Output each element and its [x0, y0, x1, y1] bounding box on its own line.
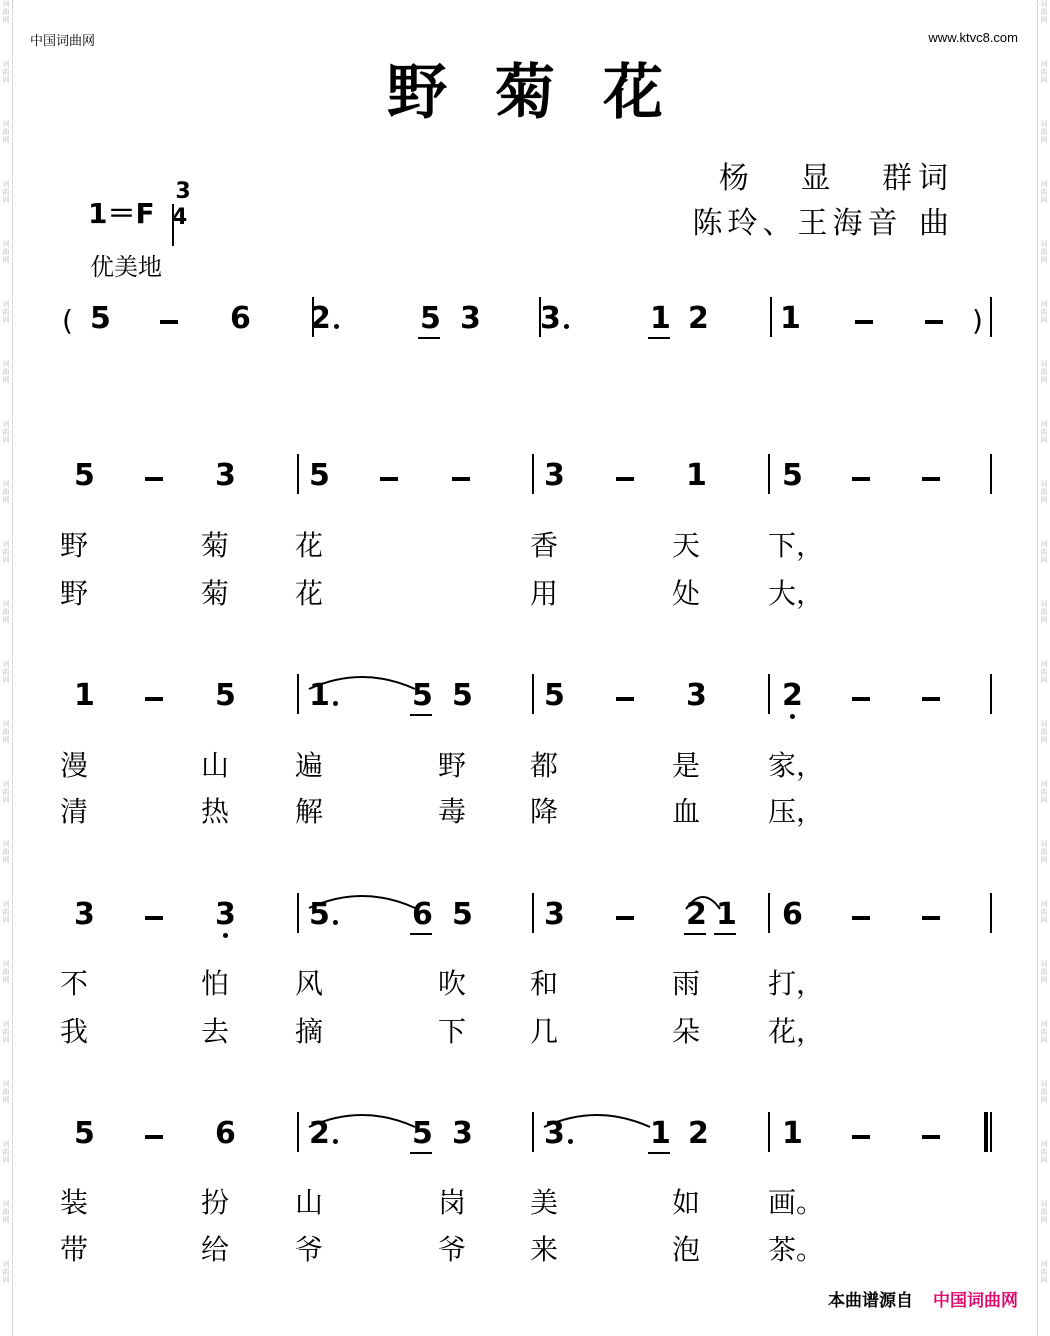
note: 6	[215, 1116, 236, 1151]
bar-line-end	[990, 297, 992, 337]
note: 5	[215, 678, 236, 713]
lyric-syllable: 雨	[672, 967, 701, 1000]
sustain-dash	[852, 477, 870, 481]
bar-line	[297, 1112, 299, 1152]
note: 5	[420, 301, 441, 336]
augmentation-dot	[334, 324, 339, 329]
lyric-syllable: 菊	[201, 577, 230, 610]
sustain-dash	[852, 1135, 870, 1139]
lyric-syllable: 山	[295, 1186, 324, 1219]
lyric-syllable: 花，	[768, 1015, 825, 1048]
eighth-underline	[648, 1152, 670, 1154]
note: 1	[650, 301, 671, 336]
augmentation-dot	[564, 324, 569, 329]
lyric-syllable: 装	[60, 1186, 89, 1219]
sustain-dash	[922, 477, 940, 481]
augmentation-dot	[568, 1139, 573, 1144]
note: 1	[782, 1116, 803, 1151]
side-watermark-text: 词 曲 网	[2, 420, 10, 444]
lyric-syllable: 毒	[438, 795, 467, 828]
side-watermark-text: 词 曲 网	[1040, 420, 1048, 444]
note: 5	[782, 458, 803, 493]
note: 1	[780, 301, 801, 336]
augmentation-dot	[333, 701, 338, 706]
side-watermark-text: 词 曲 网	[1040, 60, 1048, 84]
side-watermark-text: 词 曲 网	[2, 300, 10, 324]
lyric-syllable: 爷	[438, 1233, 467, 1266]
sustain-dash	[145, 1135, 163, 1139]
side-watermark-text: 词 曲 网	[2, 840, 10, 864]
side-watermark-text: 词 曲 网	[1040, 480, 1048, 504]
lyric-syllable: 菊	[201, 529, 230, 562]
sustain-dash	[922, 1135, 940, 1139]
bar-line	[532, 893, 534, 933]
note: 5	[452, 678, 473, 713]
parenthesis: (	[62, 304, 73, 337]
side-watermark-text: 词 曲 网	[1040, 1020, 1048, 1044]
side-watermark-text: 词 曲 网	[2, 360, 10, 384]
side-watermark-text: 词 曲 网	[2, 780, 10, 804]
note: 3	[74, 897, 95, 932]
note: 5	[544, 678, 565, 713]
note: 2	[688, 1116, 709, 1151]
side-watermark-text: 词 曲 网	[1040, 720, 1048, 744]
side-watermark-text: 词 曲 网	[2, 960, 10, 984]
note: 5	[90, 301, 111, 336]
note: 6	[412, 897, 433, 932]
side-watermark-text: 词 曲 网	[2, 900, 10, 924]
note: 5	[412, 1116, 433, 1151]
side-watermark-text: 词 曲 网	[1040, 0, 1048, 24]
lyric-syllable: 茶。	[768, 1233, 825, 1266]
lyric-syllable: 香	[530, 529, 559, 562]
bar-line	[770, 297, 772, 337]
lyric-syllable: 野	[60, 529, 89, 562]
final-double-bar	[984, 1112, 988, 1152]
time-signature-top: 3	[175, 179, 191, 204]
lyric-syllable: 下	[438, 1015, 467, 1048]
side-watermark-text: 词 曲 网	[2, 1260, 10, 1284]
side-watermark-text: 词 曲 网	[2, 600, 10, 624]
lyric-syllable: 都	[530, 749, 559, 782]
note: 3	[540, 301, 561, 336]
side-watermark-text: 词 曲 网	[2, 180, 10, 204]
note: 2	[686, 897, 707, 932]
eighth-underline	[410, 714, 432, 716]
lyric-syllable: 用	[530, 577, 559, 610]
left-margin-watermark-strip	[0, 0, 13, 1336]
side-watermark-text: 词 曲 网	[1040, 960, 1048, 984]
eighth-underline	[410, 1152, 432, 1154]
eighth-underline	[714, 933, 736, 935]
note: 3	[215, 897, 236, 932]
note: 3	[686, 678, 707, 713]
bar-line	[297, 454, 299, 494]
eighth-underline	[410, 933, 432, 935]
lyric-syllable: 热	[201, 795, 230, 828]
note: 5	[412, 678, 433, 713]
side-watermark-text: 词 曲 网	[1040, 180, 1048, 204]
side-watermark-text: 词 曲 网	[1040, 300, 1048, 324]
note: 3	[452, 1116, 473, 1151]
footer-source	[828, 1286, 1018, 1311]
note: 2	[309, 1116, 330, 1151]
lyric-syllable: 打，	[768, 967, 825, 1000]
tempo-marking: 优美地	[90, 253, 162, 281]
key-signature: 1＝F	[88, 197, 155, 230]
bar-line	[768, 893, 770, 933]
lyric-syllable: 漫	[60, 749, 89, 782]
note: 2	[782, 678, 803, 713]
lyric-syllable: 解	[295, 795, 324, 828]
site-url-header: www.ktvc8.com	[928, 30, 1018, 45]
side-watermark-text: 词 曲 网	[1040, 240, 1048, 264]
footer-source-label: 本曲谱源自	[828, 1291, 913, 1311]
note: 1	[686, 458, 707, 493]
side-watermark-text: 词 曲 网	[1040, 360, 1048, 384]
lyric-syllable: 下，	[768, 529, 825, 562]
bar-line-end	[990, 674, 992, 714]
note: 1	[309, 678, 330, 713]
side-watermark-text: 词 曲 网	[2, 1020, 10, 1044]
sustain-dash	[616, 697, 634, 701]
side-watermark-text: 词 曲 网	[2, 720, 10, 744]
site-name-header: 中国词曲网	[30, 33, 96, 48]
lyric-syllable: 大，	[768, 577, 825, 610]
lyric-syllable: 花	[295, 529, 324, 562]
song-title: 野菊花	[387, 58, 711, 128]
note: 5	[309, 897, 330, 932]
lyric-syllable: 泡	[672, 1233, 701, 1266]
side-watermark-text: 词 曲 网	[1040, 1200, 1048, 1224]
lyric-syllable: 我	[60, 1015, 89, 1048]
lyric-syllable: 吹	[438, 967, 467, 1000]
lyric-syllable: 和	[530, 967, 559, 1000]
lyric-syllable: 血	[672, 795, 701, 828]
bar-line	[768, 1112, 770, 1152]
lyric-syllable: 岗	[438, 1186, 467, 1219]
note: 5	[309, 458, 330, 493]
note: 3	[215, 458, 236, 493]
side-watermark-text: 词 曲 网	[2, 240, 10, 264]
side-watermark-text: 词 曲 网	[1040, 1080, 1048, 1104]
eighth-underline	[648, 337, 670, 339]
note: 1	[716, 897, 737, 932]
side-watermark-text: 词 曲 网	[2, 120, 10, 144]
lyric-syllable: 清	[60, 795, 89, 828]
side-watermark-text: 词 曲 网	[2, 480, 10, 504]
sustain-dash	[922, 916, 940, 920]
footer-source-brand: 中国词曲网	[933, 1291, 1018, 1311]
lyric-syllable: 山	[201, 749, 230, 782]
lyric-syllable: 压，	[768, 795, 825, 828]
bar-line-end	[990, 454, 992, 494]
lyricist-credit: 杨 显 群词	[718, 161, 954, 196]
lyric-syllable: 降	[530, 795, 559, 828]
augmentation-dot	[333, 920, 338, 925]
lyric-syllable: 天	[672, 529, 701, 562]
side-watermark-text: 词 曲 网	[1040, 660, 1048, 684]
eighth-underline	[418, 337, 440, 339]
note: 1	[650, 1116, 671, 1151]
lyric-syllable: 摘	[295, 1015, 324, 1048]
time-signature	[172, 179, 194, 230]
sustain-dash	[145, 477, 163, 481]
lyric-syllable: 带	[60, 1233, 89, 1266]
side-watermark-text: 词 曲 网	[2, 1080, 10, 1104]
side-watermark-text: 词 曲 网	[1040, 1140, 1048, 1164]
side-watermark-text: 词 曲 网	[2, 540, 10, 564]
bar-line	[297, 893, 299, 933]
sustain-dash	[852, 697, 870, 701]
sustain-dash	[925, 320, 943, 324]
side-watermark-text: 词 曲 网	[2, 1200, 10, 1224]
lyric-syllable: 画。	[768, 1186, 825, 1219]
augmentation-dot	[333, 1139, 338, 1144]
lyric-syllable: 处	[672, 577, 701, 610]
sustain-dash	[145, 697, 163, 701]
note: 5	[74, 1116, 95, 1151]
lyric-syllable: 怕	[201, 967, 230, 1000]
note: 6	[782, 897, 803, 932]
note: 2	[310, 301, 331, 336]
lyric-syllable: 如	[672, 1186, 701, 1219]
side-watermark-text: 词 曲 网	[1040, 600, 1048, 624]
side-watermark-text: 词 曲 网	[2, 1140, 10, 1164]
note: 6	[230, 301, 251, 336]
note: 5	[74, 458, 95, 493]
sustain-dash	[160, 320, 178, 324]
side-watermark-text: 词 曲 网	[2, 0, 10, 24]
bar-line-end	[990, 1112, 992, 1152]
lyric-syllable: 朵	[672, 1015, 701, 1048]
eighth-underline	[684, 933, 706, 935]
side-watermark-text: 词 曲 网	[2, 60, 10, 84]
sustain-dash	[616, 916, 634, 920]
sustain-dash	[452, 477, 470, 481]
bar-line	[297, 674, 299, 714]
sustain-dash	[145, 916, 163, 920]
sustain-dash	[380, 477, 398, 481]
lyric-syllable: 几	[530, 1015, 559, 1048]
bar-line-end	[990, 893, 992, 933]
note: 5	[452, 897, 473, 932]
sustain-dash	[852, 916, 870, 920]
note: 1	[74, 678, 95, 713]
bar-line	[532, 674, 534, 714]
side-watermark-text: 词 曲 网	[1040, 120, 1048, 144]
lyric-syllable: 遍	[295, 749, 324, 782]
lyric-syllable: 去	[201, 1015, 230, 1048]
lyric-syllable: 花	[295, 577, 324, 610]
sustain-dash	[855, 320, 873, 324]
note: 3	[460, 301, 481, 336]
side-watermark-text: 词 曲 网	[1040, 780, 1048, 804]
side-watermark-text: 词 曲 网	[1040, 840, 1048, 864]
lyric-syllable: 给	[201, 1233, 230, 1266]
side-watermark-text: 词 曲 网	[1040, 1260, 1048, 1284]
note: 2	[688, 301, 709, 336]
lyric-syllable: 来	[530, 1233, 559, 1266]
lyric-syllable: 野	[60, 577, 89, 610]
composer-credit: 陈玲、王海音 曲	[692, 206, 954, 241]
lyric-syllable: 是	[672, 749, 701, 782]
lyric-syllable: 家，	[768, 749, 825, 782]
time-signature-bottom: 4	[172, 204, 174, 246]
lyric-syllable: 野	[438, 749, 467, 782]
side-watermark-text: 词 曲 网	[1040, 900, 1048, 924]
bar-line	[768, 674, 770, 714]
lyric-syllable: 风	[295, 967, 324, 1000]
note: 3	[544, 458, 565, 493]
right-margin-watermark-strip	[1037, 0, 1050, 1336]
note: 3	[544, 1116, 565, 1151]
bar-line	[532, 454, 534, 494]
side-watermark-text: 词 曲 网	[2, 660, 10, 684]
bar-line	[768, 454, 770, 494]
lyric-syllable: 不	[60, 967, 89, 1000]
lyric-syllable: 美	[530, 1186, 559, 1219]
note: 3	[544, 897, 565, 932]
lyric-syllable: 爷	[295, 1233, 324, 1266]
side-watermark-text: 词 曲 网	[1040, 540, 1048, 564]
sustain-dash	[922, 697, 940, 701]
parenthesis: )	[972, 304, 983, 337]
lyric-syllable: 扮	[201, 1186, 230, 1219]
bar-line	[532, 1112, 534, 1152]
sustain-dash	[616, 477, 634, 481]
